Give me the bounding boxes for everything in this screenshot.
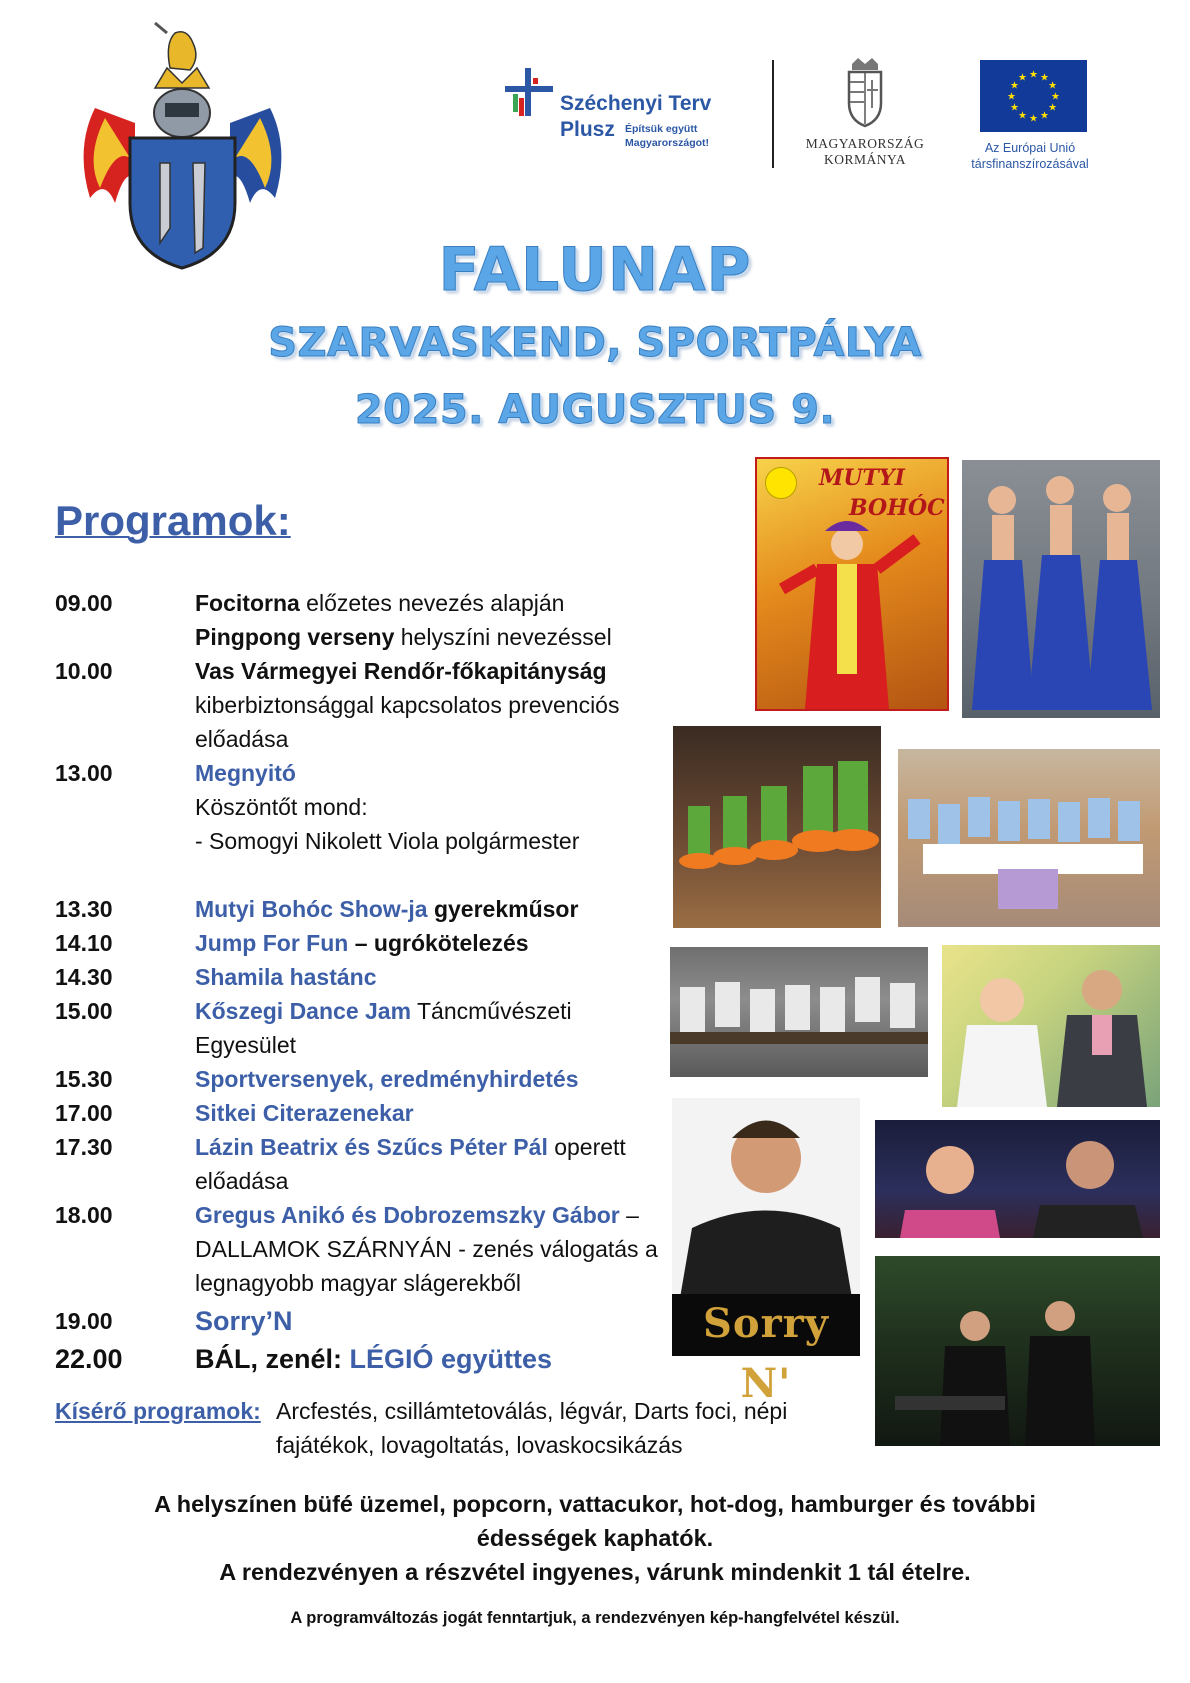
schedule-description [195, 1130, 685, 1198]
szechenyi-slogan [625, 122, 709, 150]
szechenyi-cross-icon [505, 68, 555, 118]
schedule-description [195, 892, 715, 926]
team-figures [898, 749, 1160, 927]
schedule-text: operett előadása [195, 1134, 626, 1194]
eu-line-2: társfinanszírozásával [971, 157, 1089, 171]
hungarian-coat-of-arms-icon [844, 58, 886, 128]
schedule-time: 22.00 [55, 1344, 123, 1374]
schedule-description [195, 994, 595, 1062]
government-text [800, 136, 930, 168]
jump-rope-team-photo [898, 749, 1160, 927]
buffet-info-line-2: édességek kaphatók. [476, 1525, 714, 1551]
sorryn-photo [672, 1098, 860, 1407]
eu-text [950, 140, 1110, 172]
schedule-time: 09.00 [55, 590, 113, 616]
schedule-row [55, 756, 675, 858]
schedule-title: Jump For Fun [195, 930, 349, 956]
eu-line-1: Az Európai Unió [984, 141, 1076, 155]
schedule-text: - Somogyi Nikolett Viola polgármester [195, 828, 580, 854]
government-line-2: KORMÁNYA [823, 152, 906, 167]
schedule-title: Pingpong verseny [195, 624, 395, 650]
schedule-text: Köszöntőt mond: [195, 794, 368, 820]
programs-heading: Programok: [55, 497, 291, 544]
clown-show-photo [755, 457, 949, 711]
schedule-time: 19.00 [55, 1308, 113, 1334]
schedule-title: Megnyitó [195, 760, 296, 786]
event-title: FALUNAP [438, 235, 752, 305]
sorryn-label: Sorry N' [672, 1294, 860, 1356]
schedule-time: 15.00 [55, 998, 113, 1024]
zither-players [670, 947, 928, 1077]
schedule-time: 17.00 [55, 1100, 113, 1126]
eu-star-icon: ★ [1029, 113, 1038, 125]
eu-star-icon: ★ [1018, 110, 1027, 122]
companion-programs-label: Kísérő programok: [55, 1398, 261, 1424]
schedule-description [195, 1198, 685, 1300]
schedule-row [55, 654, 675, 756]
schedule-title: Sitkei Citerazenekar [195, 1100, 414, 1126]
eu-star-icon: ★ [1018, 72, 1027, 84]
schedule-row [55, 1130, 675, 1198]
schedule-description [195, 1062, 715, 1096]
clown-figure [777, 509, 927, 709]
duo-figures [942, 945, 1160, 1107]
schedule-title: Focitorna [195, 590, 300, 616]
dancers-figures [962, 460, 1160, 718]
slogan-line-2: Magyarországot! [625, 137, 710, 149]
eu-star-icon: ★ [1040, 72, 1049, 84]
schedule-title: Lázin Beatrix és Szűcs Péter Pál [195, 1134, 548, 1160]
schedule-time: 14.30 [55, 964, 113, 990]
schedule-description [195, 756, 715, 858]
smiley-icon [765, 467, 797, 499]
schedule-row [55, 586, 675, 654]
duet-figures [875, 1120, 1160, 1238]
schedule-prefix: BÁL, zenél: [195, 1344, 350, 1374]
schedule-title: Kőszegi Dance Jam [195, 998, 412, 1024]
eu-star-icon: ★ [1029, 69, 1038, 81]
buffet-info-line-1: A helyszínen büfé üzemel, popcorn, vattacukor, hot-dog, hamburger és további [154, 1491, 1036, 1517]
government-line-1: MAGYARORSZÁG [805, 136, 925, 151]
schedule-description [195, 926, 715, 960]
disclaimer-note: A programváltozás jogát fenntartjuk, a rendezvényen kép-hangfelvétel készül. [290, 1609, 900, 1627]
schedule-description [195, 1340, 715, 1379]
schedule-time: 13.00 [55, 760, 113, 786]
clown-label-1: MUTYI [819, 465, 905, 491]
free-entry-info: A rendezvényen a részvétel ingyenes, várunk mindenkit 1 tál ételre. [219, 1559, 971, 1585]
schedule-text: előzetes nevezés alapján [299, 590, 565, 616]
european-union-logo [950, 60, 1100, 175]
schedule-description [195, 654, 695, 756]
schedule-title: Shamila hastánc [195, 964, 377, 990]
schedule-title: Gregus Anikó és Dobrozemszky Gábor [195, 1202, 620, 1228]
szechenyi-plus: Plusz [560, 118, 615, 141]
schedule-time: 13.30 [55, 896, 113, 922]
schedule-text: – ugrókötelezés [348, 930, 529, 956]
companion-programs-text: Arcfestés, csillámtetoválás, légvár, Darts foci, népi fajátékok, lovagoltatás, lovaskocsikázás [276, 1398, 788, 1458]
schedule-text: – DALLAMOK SZÁRNYÁN - zenés válogatás a legnagyobb magyar slágerekből [195, 1202, 658, 1296]
slogan-line-1: Építsük együtt [625, 123, 698, 135]
schedule-row [55, 994, 675, 1062]
eu-star-icon: ★ [1009, 102, 1019, 114]
schedule-text: kiberbiztonsággal kapcsolatos prevenciós előadása [195, 692, 620, 752]
schedule-text: Táncművészeti Egyesület [195, 998, 572, 1058]
zither-band-photo [670, 947, 928, 1077]
band-figures [875, 1256, 1160, 1446]
logo-divider [772, 60, 774, 168]
szechenyi-title: Széchenyi Terv [560, 92, 712, 115]
eu-star-icon: ★ [1009, 80, 1019, 92]
dance-group-photo [673, 726, 881, 928]
eu-star-icon: ★ [1007, 91, 1016, 103]
schedule-description [195, 1096, 715, 1130]
gregus-duet-photo [875, 1120, 1160, 1238]
belly-dance-photo [962, 460, 1160, 718]
dancers-in-green [673, 726, 881, 928]
schedule-time: 15.30 [55, 1066, 113, 1092]
schedule-description [195, 1302, 715, 1341]
schedule-text: gyerekműsor [427, 896, 579, 922]
szechenyi-terv-plusz-logo [505, 64, 755, 159]
eu-star-icon: ★ [1040, 110, 1049, 122]
operetta-duo-photo [942, 945, 1160, 1107]
eu-star-icon: ★ [1048, 80, 1058, 92]
eu-star-icon: ★ [1048, 102, 1058, 114]
eu-star-icon: ★ [1051, 91, 1060, 103]
schedule-title: Vas Vármegyei Rendőr-főkapitányság [195, 658, 607, 684]
schedule-description [195, 960, 715, 994]
schedule-title: Mutyi Bohóc Show-ja [195, 896, 428, 922]
eu-flag-icon [980, 60, 1087, 132]
singer-portrait [672, 1098, 860, 1298]
schedule-time: 18.00 [55, 1202, 113, 1228]
legio-band-photo [875, 1256, 1160, 1446]
schedule-title: Sportversenyek, eredményhirdetés [195, 1066, 579, 1092]
schedule-time: 17.30 [55, 1134, 113, 1160]
schedule-description [195, 586, 715, 654]
event-location: SZARVASKEND, SPORTPÁLYA [268, 320, 922, 366]
schedule-title: LÉGIÓ együttes [349, 1344, 553, 1374]
schedule-time: 14.10 [55, 930, 113, 956]
schedule-time: 10.00 [55, 658, 113, 684]
schedule-row [55, 1198, 675, 1300]
schedule-text: helyszíni nevezéssel [394, 624, 612, 650]
event-date: 2025. AUGUSZTUS 9. [354, 387, 836, 433]
clown-label-2: BOHÓC [849, 495, 945, 521]
schedule-title: Sorry’N [195, 1306, 293, 1336]
hungarian-government-logo [800, 58, 930, 173]
